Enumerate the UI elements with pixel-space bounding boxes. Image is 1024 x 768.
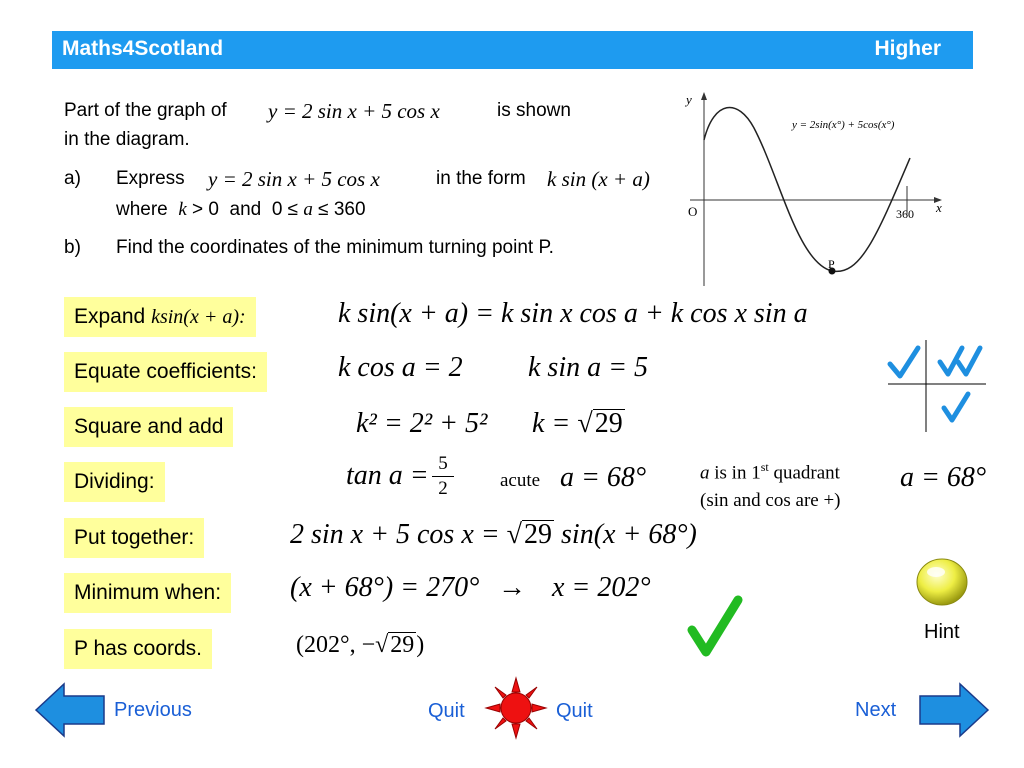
sun-quit-icon[interactable] bbox=[484, 676, 548, 740]
note-sup: st bbox=[760, 460, 769, 474]
part-a-express: Express bbox=[116, 168, 185, 189]
where-text: where bbox=[116, 199, 168, 220]
note-line1 bbox=[700, 453, 841, 487]
quit-link-right[interactable]: Quit bbox=[556, 700, 593, 722]
part-a-form-equation: k sin (x + a) bbox=[547, 167, 650, 191]
brand-title: Maths4Scotland bbox=[62, 37, 224, 60]
tick-icon bbox=[944, 394, 968, 420]
hint-bulb-icon bbox=[914, 556, 970, 608]
hint-button[interactable] bbox=[914, 556, 970, 608]
dividing-eq bbox=[346, 460, 429, 492]
previous-arrow-icon[interactable] bbox=[34, 682, 106, 738]
part-a-form-text: in the form bbox=[436, 168, 526, 189]
part-a-where-line bbox=[116, 198, 366, 222]
equate-eq2 bbox=[528, 352, 648, 384]
correct-check-icon bbox=[684, 594, 744, 660]
function-graph bbox=[680, 88, 970, 288]
graph-tick-label: 360 bbox=[896, 207, 914, 221]
graph-origin-label: O bbox=[688, 204, 698, 219]
graph-x-label: x bbox=[936, 200, 942, 215]
expand-equation bbox=[338, 298, 808, 330]
step-together-label: Put together: bbox=[64, 518, 204, 558]
coords-eq-post: ) bbox=[416, 632, 425, 658]
next-link[interactable]: Next bbox=[855, 699, 897, 721]
acute-text: acute bbox=[500, 470, 541, 491]
cond-a: a bbox=[303, 199, 313, 220]
graph-curve bbox=[704, 107, 910, 271]
tick-icon bbox=[890, 348, 918, 376]
dividing-fraction bbox=[432, 452, 454, 501]
equate-eq1-text: k cos a = 2 bbox=[338, 352, 463, 383]
together-eq-radicand: 29 bbox=[524, 519, 553, 550]
step-dividing-label: Dividing: bbox=[64, 462, 165, 502]
result-text: a = 68° bbox=[900, 462, 987, 493]
minimum-eq1-text: (x + 68°) = 270° bbox=[290, 572, 480, 603]
dividing-eq2-text: a = 68° bbox=[560, 462, 647, 493]
note-end: quadrant bbox=[773, 462, 840, 484]
marking-grid bbox=[884, 338, 988, 434]
note-var: a bbox=[700, 462, 710, 484]
fraction-denominator: 2 bbox=[438, 478, 448, 499]
dividing-eq2 bbox=[560, 462, 646, 494]
minimum-eq2 bbox=[552, 572, 651, 604]
coords-eq: (202°, −√29) bbox=[296, 632, 425, 658]
level-title: Higher bbox=[874, 37, 941, 60]
square-eq1 bbox=[356, 408, 487, 440]
together-eq-pre: 2 sin x + 5 cos x = bbox=[290, 519, 500, 550]
part-a-equation: y = 2 sin x + 5 cos x bbox=[208, 167, 380, 191]
header-bar bbox=[52, 31, 973, 69]
step-coords-label: P has coords. bbox=[64, 629, 212, 669]
expand-math: ksin(x + a): bbox=[151, 306, 246, 328]
quit-link-left[interactable]: Quit bbox=[428, 700, 465, 722]
graph-point-label: P bbox=[828, 257, 835, 271]
hint-label[interactable]: Hint bbox=[924, 621, 960, 643]
equate-eq2-text: k sin a = 5 bbox=[528, 352, 648, 383]
coords-eq-pre: (202°, − bbox=[296, 632, 376, 658]
expand-text: Expand bbox=[74, 305, 146, 328]
square-eq2: k = √29 bbox=[532, 408, 623, 439]
cond-a-post: ≤ 360 bbox=[318, 199, 366, 220]
note-mid: is in 1 bbox=[714, 462, 761, 484]
question-intro bbox=[64, 99, 227, 123]
intro-suffix: is shown bbox=[497, 100, 571, 121]
intro-line2: in the diagram. bbox=[64, 129, 190, 150]
and-text: and bbox=[229, 199, 262, 220]
cond-k: k bbox=[178, 199, 187, 220]
square-eq2-pre: k = bbox=[532, 408, 571, 439]
minimum-eq2-text: x = 202° bbox=[552, 572, 651, 603]
graph-equation-label: y = 2sin(x°) + 5cos(x°) bbox=[792, 119, 895, 131]
note-line2: (sin and cos are +) bbox=[700, 490, 841, 512]
step-square-label: Square and add bbox=[64, 407, 233, 447]
cond-a-pre: 0 ≤ bbox=[271, 199, 299, 220]
step-expand-label bbox=[64, 297, 256, 337]
expand-eq-text: k sin(x + a) = k sin x cos a + k cos x sin a bbox=[338, 298, 808, 329]
equate-eq1 bbox=[338, 352, 463, 384]
together-eq: 2 sin x + 5 cos x = √29 sin(x + 68°) bbox=[290, 519, 697, 550]
square-eq1-text: k² = 2² + 5² bbox=[356, 408, 488, 439]
part-b-marker: b) bbox=[64, 237, 81, 258]
cond-k-value: > 0 bbox=[192, 199, 219, 220]
arrow-symbol: → bbox=[498, 572, 526, 603]
intro-prefix: Part of the graph of bbox=[64, 100, 227, 121]
part-a-marker: a) bbox=[64, 168, 81, 189]
minimum-eq1 bbox=[290, 572, 479, 604]
double-tick-icon bbox=[940, 348, 980, 374]
graph-y-label: y bbox=[686, 92, 692, 107]
part-b-text: Find the coordinates of the minimum turning point P. bbox=[116, 237, 554, 258]
coords-eq-radicand: 29 bbox=[390, 632, 415, 658]
intro-equation: y = 2 sin x + 5 cos x bbox=[268, 99, 440, 123]
together-eq-post: sin(x + 68°) bbox=[561, 519, 697, 550]
fraction-numerator: 5 bbox=[432, 452, 454, 477]
quadrant-note bbox=[700, 453, 841, 515]
previous-link[interactable]: Previous bbox=[114, 699, 192, 721]
step-minimum-label: Minimum when: bbox=[64, 573, 231, 613]
next-arrow-icon[interactable] bbox=[918, 682, 990, 738]
step-equate-label: Equate coefficients: bbox=[64, 352, 267, 392]
y-arrow-icon bbox=[701, 92, 707, 100]
result-eq bbox=[900, 462, 986, 494]
dividing-eq-pre: tan a = bbox=[346, 460, 429, 491]
square-eq2-radicand: 29 bbox=[594, 408, 623, 439]
